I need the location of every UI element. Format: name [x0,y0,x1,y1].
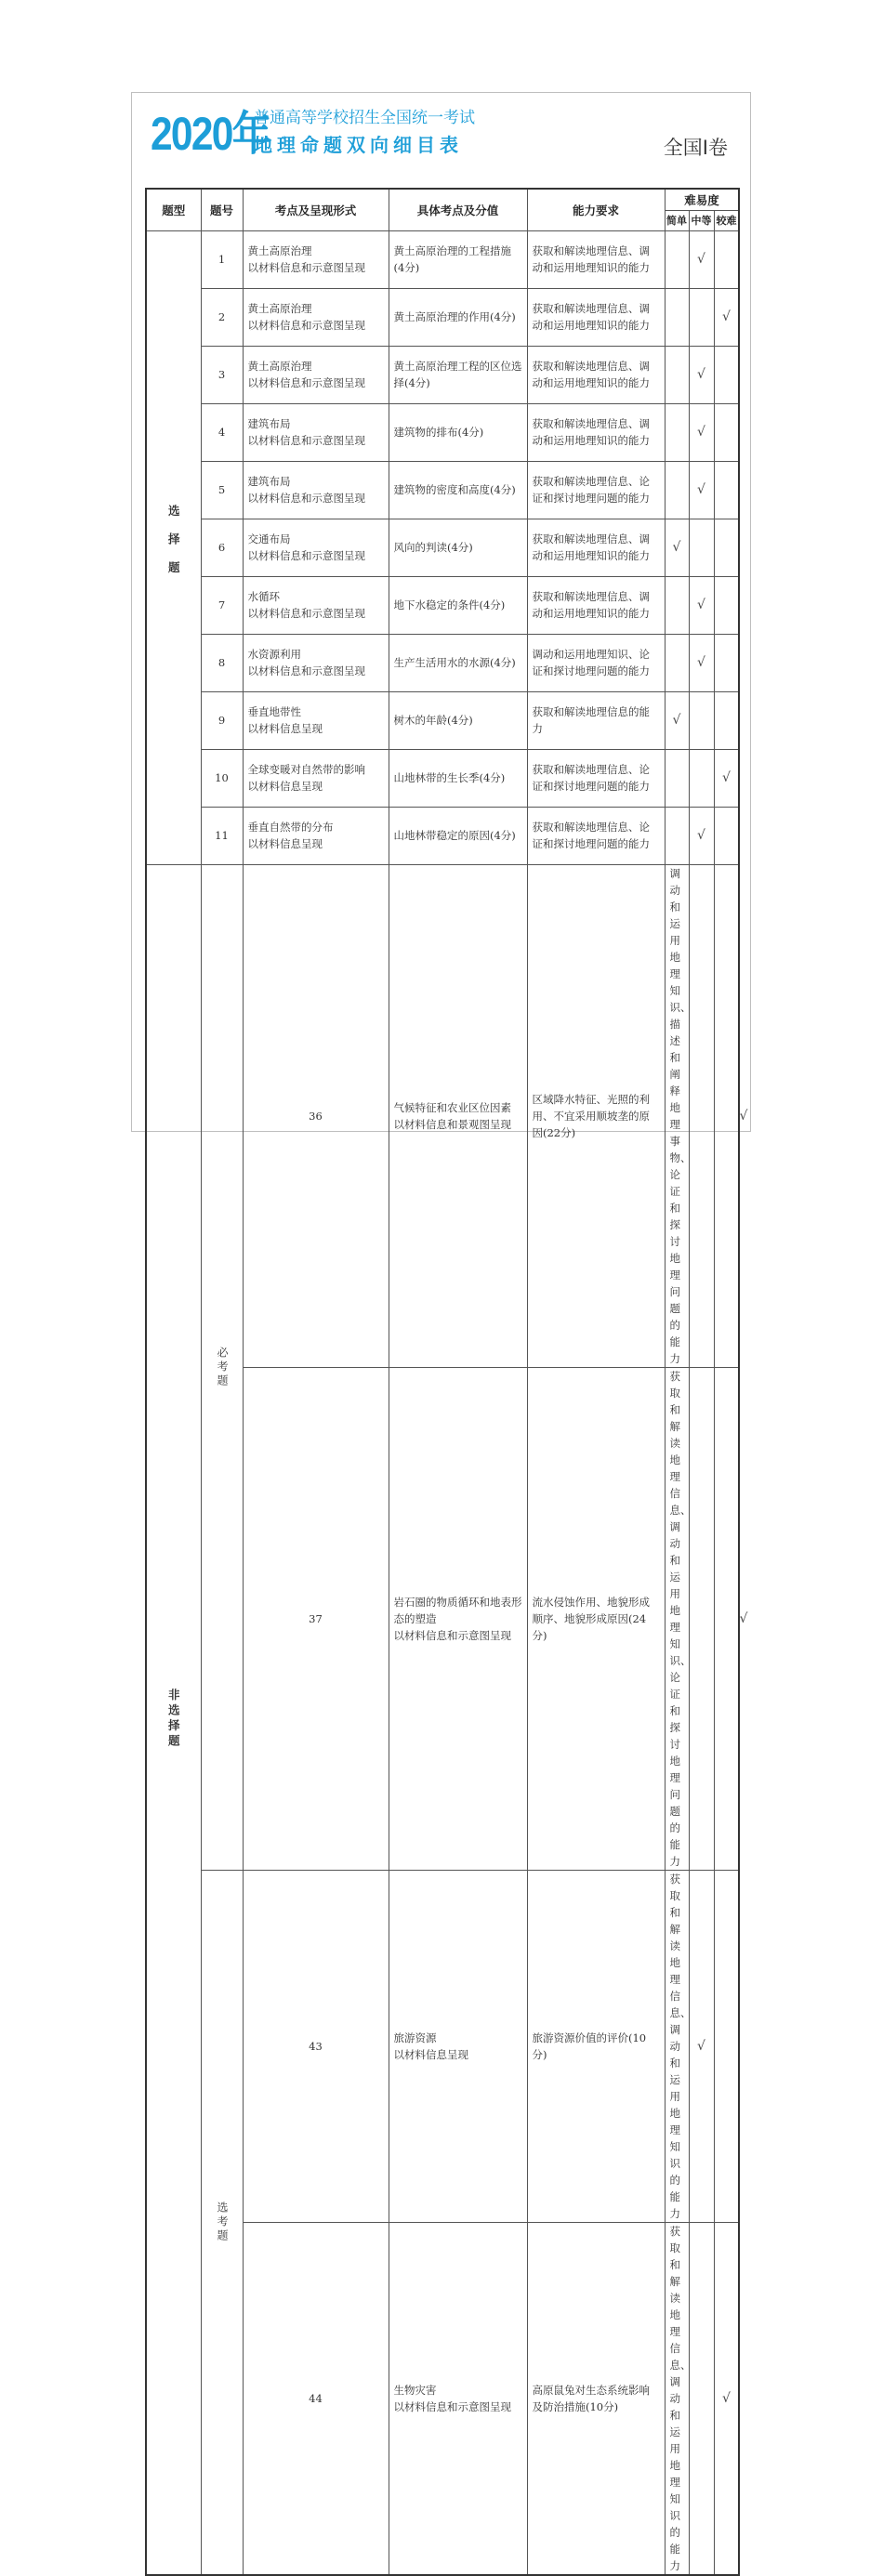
category-choice: 选择题 [146,230,201,864]
question-ability: 获取和解读地理信息、调动和运用地理知识的能力 [527,519,665,576]
question-detail: 高原鼠兔对生态系统影响及防治措施(10分) [527,2222,665,2575]
topic-name: 水循环 [247,590,280,603]
topic-presentation: 以材料信息呈现 [247,780,323,793]
question-topic [243,634,389,691]
question-number: 11 [201,807,243,864]
difficulty-medium-mark: √ [689,346,714,403]
topic-name: 建筑布局 [247,475,291,488]
topic-presentation: 以材料信息和示意图呈现 [247,664,365,677]
topic-presentation: 以材料信息呈现 [247,722,323,735]
question-ability: 调动和运用地理知识、描述和阐释地理事物、论证和探讨地理问题的能力 [665,864,689,1367]
topic-name: 全球变暖对自然带的影响 [247,763,365,776]
difficulty-medium-mark: √ [714,2222,739,2575]
difficulty-hard-mark [714,576,739,634]
question-ability: 获取和解读地理信息的能力 [527,691,665,749]
question-number: 4 [201,403,243,461]
topic-presentation: 以材料信息和示意图呈现 [247,376,365,389]
question-detail: 区域降水特征、光照的利用、不宜采用顺坡垄的原因(22分) [527,864,665,1367]
topic-name: 黄土高原治理 [247,360,312,373]
question-ability: 获取和解读地理信息、调动和运用地理知识的能力 [527,576,665,634]
subcategory-required: 必考题 [201,864,243,1870]
question-number: 6 [201,519,243,576]
question-ability: 获取和解读地理信息、论证和探讨地理问题的能力 [527,749,665,807]
difficulty-medium-mark: √ [689,634,714,691]
question-topic [389,864,527,1367]
col-header-ability: 能力要求 [527,189,665,230]
table-body [146,230,748,2575]
question-detail: 生产生活用水的水源(4分) [389,634,527,691]
col-header-easy: 简单 [665,210,689,230]
exam-year: 2020年 [151,108,270,160]
topic-name: 气候特征和农业区位因素 [393,1100,511,1114]
topic-presentation: 以材料信息和示意图呈现 [247,261,365,274]
difficulty-easy-mark [665,807,689,864]
subcategory-optional: 选考题 [201,1870,243,2575]
spec-table [145,188,748,2576]
difficulty-medium-mark [689,519,714,576]
difficulty-easy-mark [689,2222,714,2575]
difficulty-medium-mark: √ [689,403,714,461]
table-row [146,403,739,461]
question-topic [243,519,389,576]
table-row [146,519,739,576]
difficulty-hard-mark [714,230,739,288]
question-ability: 获取和解读地理信息、调动和运用地理知识、论证和探讨地理问题的能力 [665,1367,689,1870]
topic-presentation: 以材料信息和示意图呈现 [247,492,365,505]
difficulty-easy-mark [665,230,689,288]
table-row [146,634,739,691]
question-number: 36 [243,864,389,1367]
col-header-hard: 较难 [714,210,739,230]
topic-presentation: 以材料信息和示意图呈现 [247,319,365,332]
exam-title-line2: 地理命题双向细目表 [254,134,463,156]
difficulty-hard-mark: √ [714,749,739,807]
difficulty-easy-mark [665,576,689,634]
topic-name: 建筑布局 [247,417,291,430]
topic-presentation: 以材料信息和示意图呈现 [247,549,365,562]
question-ability: 获取和解读地理信息、调动和运用地理知识的能力 [527,346,665,403]
difficulty-hard-mark: √ [714,288,739,346]
question-topic [389,1870,527,2222]
table-row [146,288,739,346]
question-number: 7 [201,576,243,634]
table-row [146,461,739,519]
table-row: 非选择题 必考题 36 气候特征和农业区位因素 以材料信息和景观图呈现 区域降水特征、光照的利用、不宜采用顺坡垄的原因(22分) 调动和运用地理知识、描述和阐释地理事物、论证和探讨地理问题的能力 √ [146,864,739,1367]
question-topic [243,749,389,807]
question-number: 9 [201,691,243,749]
difficulty-hard-mark [714,634,739,691]
question-ability: 获取和解读地理信息、调动和运用地理知识的能力 [527,288,665,346]
table-row [146,749,739,807]
difficulty-easy-mark: √ [665,691,689,749]
question-detail: 黄土高原治理工程的区位选择(4分) [389,346,527,403]
question-ability: 调动和运用地理知识、论证和探讨地理问题的能力 [527,634,665,691]
question-detail: 风向的判读(4分) [389,519,527,576]
question-number: 1 [201,230,243,288]
topic-name: 旅游资源 [393,2031,437,2044]
topic-presentation: 以材料信息和示意图呈现 [393,2399,511,2413]
topic-presentation: 以材料信息和示意图呈现 [393,1628,511,1642]
topic-presentation: 以材料信息和示意图呈现 [247,607,365,620]
question-ability: 获取和解读地理信息、调动和运用地理知识的能力 [665,1870,689,2222]
col-header-medium: 中等 [689,210,714,230]
difficulty-medium-mark [714,864,739,1367]
topic-name: 生物灾害 [393,2383,437,2397]
difficulty-easy-mark: √ [689,1870,714,2222]
question-number: 3 [201,346,243,403]
difficulty-medium-mark [714,1870,739,2222]
col-header-topic: 考点及呈现形式 [243,189,389,230]
table-row [146,1870,739,2222]
question-ability: 获取和解读地理信息、调动和运用地理知识的能力 [665,2222,689,2575]
question-topic [243,346,389,403]
col-header-difficulty: 难易度 [665,189,739,210]
difficulty-hard-mark [714,403,739,461]
topic-presentation: 以材料信息和景观图呈现 [393,1117,511,1131]
topic-presentation: 以材料信息呈现 [393,2047,468,2061]
topic-presentation: 以材料信息和示意图呈现 [247,434,365,447]
question-number: 8 [201,634,243,691]
difficulty-easy-mark [689,864,714,1367]
difficulty-medium-mark: √ [689,461,714,519]
difficulty-easy-mark [665,346,689,403]
question-ability: 获取和解读地理信息、论证和探讨地理问题的能力 [527,807,665,864]
topic-name: 黄土高原治理 [247,244,312,257]
question-topic [243,230,389,288]
question-number: 10 [201,749,243,807]
question-ability: 获取和解读地理信息、调动和运用地理知识的能力 [527,403,665,461]
question-number: 44 [243,2222,389,2575]
topic-name: 交通布局 [247,532,291,545]
question-detail: 建筑物的排布(4分) [389,403,527,461]
topic-name: 垂直自然带的分布 [247,821,334,834]
question-topic [243,807,389,864]
question-detail: 建筑物的密度和高度(4分) [389,461,527,519]
question-topic [243,691,389,749]
difficulty-easy-mark [665,288,689,346]
question-number: 43 [243,1870,389,2222]
difficulty-medium-mark [689,749,714,807]
question-detail: 流水侵蚀作用、地貌形成顺序、地貌形成原因(24分) [527,1367,665,1870]
question-number: 37 [243,1367,389,1870]
question-ability: 获取和解读地理信息、论证和探讨地理问题的能力 [527,461,665,519]
question-topic [243,288,389,346]
difficulty-hard-mark [714,461,739,519]
table-row [146,691,739,749]
question-detail: 旅游资源价值的评价(10分) [527,1870,665,2222]
question-topic [389,2222,527,2575]
question-detail: 地下水稳定的条件(4分) [389,576,527,634]
difficulty-easy-mark [665,403,689,461]
difficulty-hard-mark [714,807,739,864]
difficulty-medium-mark [689,288,714,346]
question-ability: 获取和解读地理信息、调动和运用地理知识的能力 [527,230,665,288]
difficulty-medium-mark [689,691,714,749]
table-row: 37 岩石圈的物质循环和地表形态的塑造 以材料信息和示意图呈现 流水侵蚀作用、地貌形成顺序、地貌形成原因(24分) 获取和解读地理信息、调动和运用地理知识、论证和探讨地理问题的能力 √ [146,1367,739,1870]
difficulty-medium-mark: √ [689,576,714,634]
topic-presentation: 以材料信息呈现 [247,837,323,850]
table-row [146,807,739,864]
exam-title-line1: 普通高等学校招生全国统一考试 [254,109,475,127]
col-header-no: 题号 [201,189,243,230]
difficulty-easy-mark [665,461,689,519]
question-topic [243,461,389,519]
col-header-type: 题型 [146,189,201,230]
category-nonchoice: 非选择题 [146,864,201,2575]
difficulty-easy-mark [665,749,689,807]
exam-volume: 全国Ⅰ卷 [663,137,728,159]
difficulty-hard-mark [714,691,739,749]
question-detail: 黄土高原治理的作用(4分) [389,288,527,346]
difficulty-easy-mark [665,634,689,691]
table-row [146,576,739,634]
question-topic [243,403,389,461]
col-header-detail: 具体考点及分值 [389,189,527,230]
question-detail: 树木的年龄(4分) [389,691,527,749]
question-topic [389,1367,527,1870]
difficulty-hard-mark [714,519,739,576]
difficulty-medium-mark: √ [689,230,714,288]
question-detail: 山地林带稳定的原因(4分) [389,807,527,864]
document-page [131,92,751,2572]
difficulty-easy-mark: √ [665,519,689,576]
difficulty-medium-mark: √ [689,807,714,864]
topic-name: 岩石圈的物质循环和地表形态的塑造 [393,1595,522,1625]
question-detail: 黄土高原治理的工程措施(4分) [389,230,527,288]
table-row [146,346,739,403]
question-number: 2 [201,288,243,346]
topic-name: 垂直地带性 [247,705,301,718]
topic-name: 黄土高原治理 [247,302,312,315]
question-number: 5 [201,461,243,519]
difficulty-medium-mark [714,1367,739,1870]
question-detail: 山地林带的生长季(4分) [389,749,527,807]
question-topic [243,576,389,634]
difficulty-easy-mark [689,1367,714,1870]
topic-name: 水资源利用 [247,648,301,661]
difficulty-hard-mark [714,346,739,403]
table-row [146,230,739,288]
